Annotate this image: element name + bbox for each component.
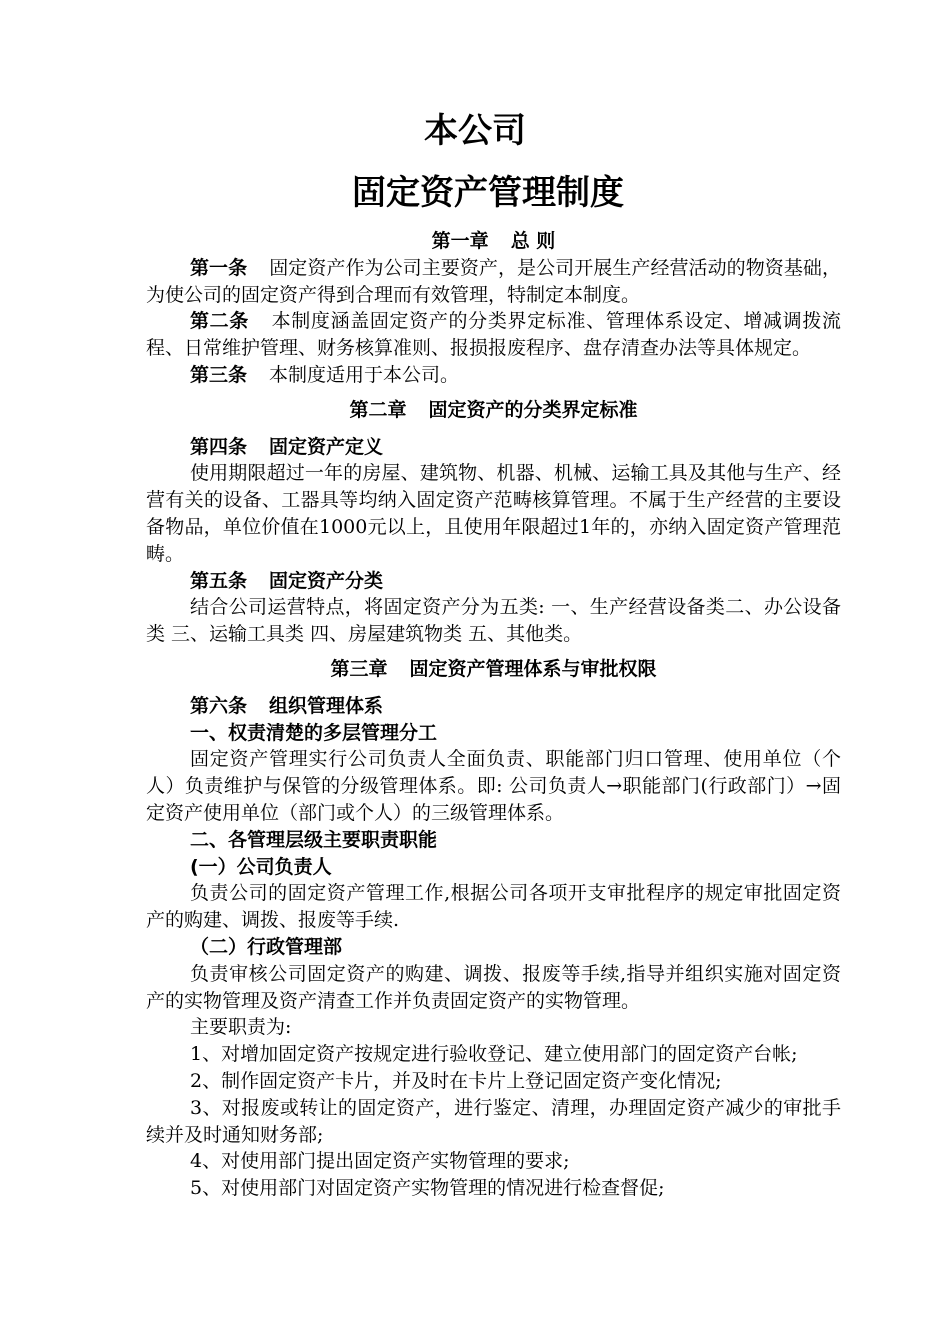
section-2-heading: 二、各管理层级主要职责职能 <box>190 828 438 851</box>
article-4-text: 使用期限超过一年的房屋、建筑物、机器、机械、运输工具及其他与生产、经营有关的设备、工器具等均纳入固定资产范畴核算管理。不属于生产经营的主要设备物品，单位价值在1000元以上，且使用年限超过1年的，亦纳入固定资产管理范畴。 <box>146 462 841 565</box>
subsection-2-heading: （二）行政管理部 <box>190 935 343 958</box>
document-subtitle: 固定资产管理制度 <box>352 173 624 213</box>
chapter-3-heading: 第三章 固定资产管理体系与审批权限 <box>330 657 657 680</box>
document-body <box>146 228 841 1202</box>
duty-item: 2、制作固定资产卡片，并及时在卡片上登记固定资产变化情况; <box>190 1069 722 1092</box>
article-6-heading: 第六条 组织管理体系 <box>190 694 384 717</box>
article-2 <box>146 308 841 362</box>
article-5-heading: 第五条 固定资产分类 <box>190 569 384 592</box>
article-2-label: 第二条 <box>190 310 249 333</box>
section-1-text: 固定资产管理实行公司负责人全面负责、职能部门归口管理、使用单位（个人）负责维护与保管的分级管理体系。即: 公司负责人→职能部门(行政部门）→固定资产使用单位（部门或个人）的三级管理体系。 <box>146 748 841 824</box>
duty-item: 4、对使用部门提出固定资产实物管理的要求; <box>190 1150 570 1173</box>
article-2-text: 本制度涵盖固定资产的分类界定标准、管理体系设定、增减调拨流程、日常维护管理、财务核算准则、报损报废程序、盘存清查办法等具体规定。 <box>146 310 841 360</box>
document-title: 本公司 <box>424 111 526 151</box>
article-4-heading: 第四条 固定资产定义 <box>190 435 384 458</box>
subsection-1-heading: (一）公司负责人 <box>190 855 332 878</box>
duty-item: 1、对增加固定资产按规定进行验收登记、建立使用部门的固定资产台帐; <box>190 1043 798 1066</box>
article-1-label: 第一条 <box>190 256 248 279</box>
article-1 <box>146 255 841 309</box>
duties-intro: 主要职责为: <box>190 1016 292 1039</box>
article-1-text: 固定资产作为公司主要资产，是公司开展生产经营活动的物资基础，为使公司的固定资产得到合理而有效管理，特制定本制度。 <box>146 256 841 306</box>
article-5-text: 结合公司运营特点，将固定资产分为五类: 一、生产经营设备类二、办公设备类 三、运输工具类 四、房屋建筑物类 五、其他类。 <box>146 596 841 646</box>
chapter-1-heading: 第一章 总 则 <box>431 230 556 252</box>
article-3-text: 本制度适用于本公司。 <box>269 363 460 386</box>
subsection-2-text: 负责审核公司固定资产的购建、调拨、报废等手续,指导并组织实施对固定资产的实物管理及资产清查工作并负责固定资产的实物管理。 <box>146 962 841 1012</box>
duty-item: 3、对报废或转让的固定资产，进行鉴定、清理，办理固定资产减少的审批手续并及时通知财务部; <box>146 1096 841 1146</box>
chapter-2-heading: 第二章 固定资产的分类界定标准 <box>349 398 638 421</box>
subsection-1-text: 负责公司的固定资产管理工作,根据公司各项开支审批程序的规定审批固定资产的购建、调拨、报废等手续. <box>146 882 841 932</box>
article-3 <box>146 362 841 389</box>
duty-item: 5、对使用部门对固定资产实物管理的情况进行检查督促; <box>190 1177 665 1200</box>
article-3-label: 第三条 <box>190 363 248 386</box>
section-1-heading: 一、权责清楚的多层管理分工 <box>190 721 438 744</box>
